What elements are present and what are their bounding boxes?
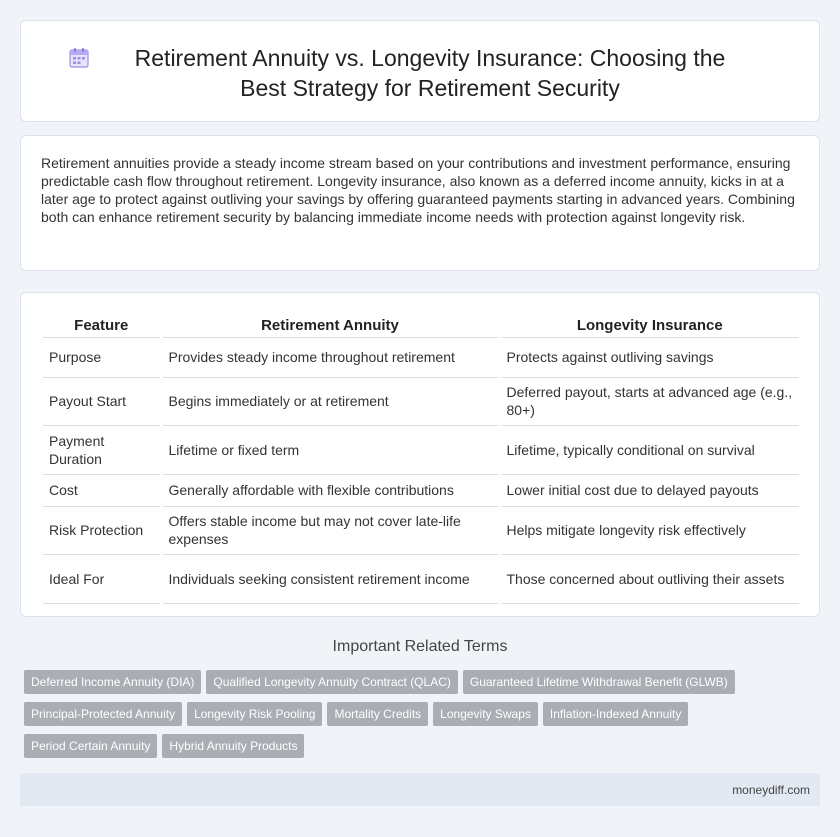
- term-tag[interactable]: Longevity Risk Pooling: [187, 702, 322, 726]
- table-row: [43, 474, 799, 506]
- table-cell: Lifetime, typically conditional on survival: [499, 425, 799, 474]
- table-row: [43, 554, 799, 603]
- table-cell: Offers stable income but may not cover late-life expenses: [161, 506, 499, 554]
- table-row: [43, 425, 799, 474]
- table-cell: Payment Duration: [43, 425, 161, 474]
- table-cell: Helps mitigate longevity risk effectively: [499, 506, 799, 554]
- table-cell: Lower initial cost due to delayed payouts: [499, 474, 799, 506]
- header-card: [20, 20, 820, 122]
- footer: [20, 773, 820, 806]
- term-tag[interactable]: Inflation-Indexed Annuity: [543, 702, 688, 726]
- related-terms-title: Important Related Terms: [332, 638, 508, 655]
- table-cell: Deferred payout, starts at advanced age (e.g., 80+): [499, 377, 799, 425]
- table-cell: Purpose: [43, 337, 161, 377]
- table-cell: Protects against outliving savings: [499, 337, 799, 377]
- page-title: Retirement Annuity vs. Longevity Insurance: Choosing the Best Strategy for Retirement Security: [134, 45, 726, 101]
- term-tag[interactable]: Mortality Credits: [327, 702, 428, 726]
- table-cell: Ideal For: [43, 554, 161, 603]
- related-terms: [24, 670, 804, 766]
- table-row: [43, 377, 799, 425]
- table-cell: Payout Start: [43, 377, 161, 425]
- table-cell: Risk Protection: [43, 506, 161, 554]
- column-header: Feature: [43, 315, 161, 337]
- term-tag[interactable]: Principal-Protected Annuity: [24, 702, 182, 726]
- table-cell: Lifetime or fixed term: [161, 425, 499, 474]
- intro-card: [20, 135, 820, 271]
- table-cell: Generally affordable with flexible contributions: [161, 474, 499, 506]
- footer-site-link[interactable]: moneydiff.com: [732, 783, 810, 797]
- term-tag[interactable]: Longevity Swaps: [433, 702, 538, 726]
- column-header: Longevity Insurance: [499, 315, 799, 337]
- term-tag[interactable]: Qualified Longevity Annuity Contract (QLAC): [206, 670, 457, 694]
- comparison-table: [43, 315, 799, 604]
- term-tag[interactable]: Deferred Income Annuity (DIA): [24, 670, 201, 694]
- table-row: [43, 506, 799, 554]
- term-tag[interactable]: Guaranteed Lifetime Withdrawal Benefit (GLWB): [463, 670, 735, 694]
- column-header: Retirement Annuity: [161, 315, 499, 337]
- table-header-row: [43, 315, 799, 337]
- comparison-card: [20, 292, 820, 617]
- term-tag[interactable]: Hybrid Annuity Products: [162, 734, 304, 758]
- intro-paragraph: Retirement annuities provide a steady income stream based on your contributions and investment performance, ensuring predictable cash flow throughout retirement. Longevity insurance, also known as a deferred income annuity, kicks in at a later age to protect against outliving your savings by offering guaranteed payments starting in advanced years. Combining both can enhance retirement security by balancing immediate income needs with protection against longevity risk.: [41, 155, 795, 225]
- term-tag[interactable]: Period Certain Annuity: [24, 734, 157, 758]
- table-row: [43, 337, 799, 377]
- table-cell: Those concerned about outliving their assets: [499, 554, 799, 603]
- table-cell: Begins immediately or at retirement: [161, 377, 499, 425]
- table-cell: Provides steady income throughout retirement: [161, 337, 499, 377]
- table-cell: Cost: [43, 474, 161, 506]
- table-cell: Individuals seeking consistent retirement income: [161, 554, 499, 603]
